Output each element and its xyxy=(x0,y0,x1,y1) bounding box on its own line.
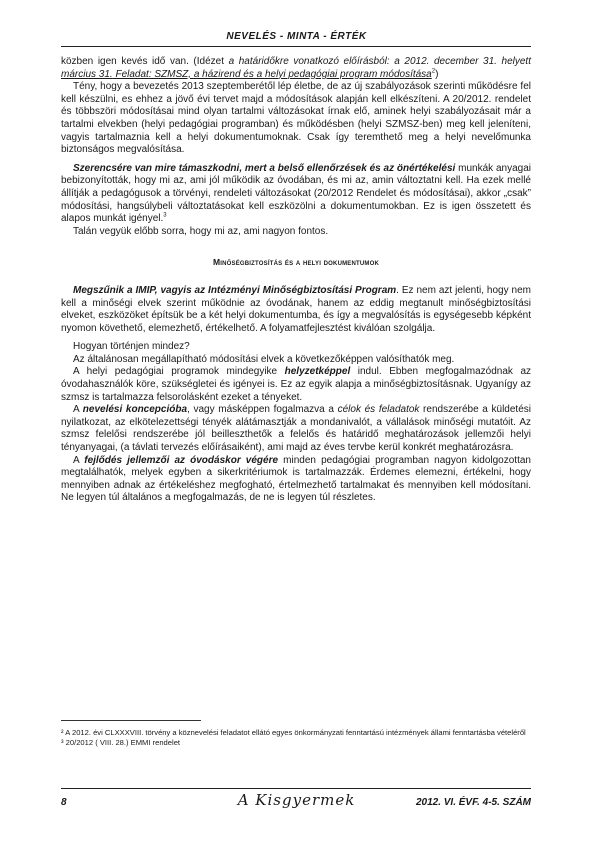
paragraph-10-emphasis: fejlődés jellemzői az óvodáskor végére xyxy=(84,454,279,466)
paragraph-10-a: A xyxy=(73,454,85,466)
paragraph-2: Tény, hogy a bevezetés 2013 szeptemberétől lép életbe, de az új szabályozások szerinti működésre fel kell készülni, es ehhez a jövő évi tervet majd a módosítások alapján kell elkészíteni. A 20/2012. rendelet és többszöri módosításai mind olyan tartalmi változásokat írnak elő, aminek helyi szabályozásait már a tartalmi elvekben (helyi pedagógiai programban) és működésben (helyi SZMSZ-ben) meg kell jeleníteni, vagyis tartalmaznia kell a helyi dokumentumoknak. Csak így teremthető meg a helyi nevelőmunka biztonságos megvalósítása. xyxy=(61,81,531,156)
paragraph-8-emphasis: helyzetképpel xyxy=(284,366,351,378)
paragraph-9-italic: célok és feladatok xyxy=(337,404,420,416)
paragraph-4: Talán vegyük előbb sorra, hogy mi az, ami nagyon fontos. xyxy=(73,225,329,237)
footer-divider xyxy=(61,788,531,789)
footnote-ref-3[interactable]: 3 xyxy=(163,212,167,219)
running-header: NEVELÉS - MINTA - ÉRTÉK xyxy=(226,31,367,42)
paragraph-6: Hogyan történjen mindez? xyxy=(73,341,190,353)
header-divider xyxy=(61,46,531,47)
page-number: 8 xyxy=(61,797,67,808)
paragraph-1-a: közben igen kevés idő van. (Idézet xyxy=(61,56,229,67)
paragraph-5-emphasis: Megszűnik a IMIP, vagyis az Intézményi Minőségbiztosítási Program xyxy=(73,284,397,296)
paragraph-8-b: indul. Ebben megfogalmazódnak az óvodahasználók köre, szükségletei és igényei is. Ez az egyik alapja a minőségbiztosításnak. Ugyanígy az szmsz is tartalmazza felsorolásként ezeket a tényeket. xyxy=(61,366,531,403)
paragraph-8 xyxy=(61,366,531,404)
footnote-2: ² A 2012. évi CLXXXVIII. törvény a köznevelési feladatot ellátó egyes önkormányzati fenntartású intézmények állami fenntartásba vételéről xyxy=(61,728,526,737)
journal-title: A Kisgyermek xyxy=(237,791,356,809)
paragraph-3-emphasis: Szerencsére van mire támaszkodni, mert a belső ellenőrzések és az önértékelési xyxy=(73,162,456,174)
section-heading: Minőségbiztosítás és a helyi dokumentumok xyxy=(212,257,380,268)
article-body xyxy=(61,56,531,505)
footnote-3: ³ 20/2012 ( VIII. 28.) EMMI rendelet xyxy=(61,738,181,747)
paragraph-10 xyxy=(61,455,531,505)
paragraph-9-c: rendszerébe a küldetési nyilatkozat, az elkötelezettségi tényék alátámasztják a mondanivalót, a vállalások minőségi mutatóit. Az szmsz felelősi rendszerébe jól beilleszthetők a felelős és határidő meghatározások jellemzői helyi tényanyagai, (a távlati tervezés előírásaiként), ami majd az éves tervbe kerül konkrét meghatározásra. xyxy=(61,404,531,454)
paragraph-9-a: A xyxy=(73,404,83,416)
footnotes xyxy=(61,728,531,748)
paragraph-1-close: ) xyxy=(435,68,439,80)
paragraph-3 xyxy=(61,163,531,226)
issue-info: 2012. VI. ÉVF. 4-5. SZÁM xyxy=(415,797,531,808)
paragraph-9 xyxy=(61,404,531,454)
paragraph-9-emphasis: nevelési koncepcióba xyxy=(82,404,188,416)
paragraph-1-quote: a határidőkre vonatkozó előírásból: a 2012. december 31. helyett xyxy=(228,56,531,67)
paragraph-1 xyxy=(61,56,531,81)
paragraph-5 xyxy=(61,285,531,335)
paragraph-1-task: Feladat: SZMSZ, a házirend és a helyi pedagógiai program módosítása xyxy=(112,68,432,80)
paragraph-3-rest: munkák anyagai bebizonyították, hogy mi az, ami jól működik az óvodában, és mi az, amin változtatni kell. Ha ezek mellé állítják a pedagógusok a törvényi, rendeleti változásokat (20/2012 Rendelet és módosításai), akkor „csak” módosítási, hangsúlybeli változtatásokat kell eszközölni a dokumentumokban. Ez is igen összetett és alapos munkát igényel. xyxy=(61,162,532,225)
paragraph-1-date: március 31. xyxy=(61,68,113,80)
footnote-ref-2[interactable]: 2 xyxy=(431,68,436,75)
paragraph-10-b: minden pedagógiai programban nagyon kidolgozottan megtalálhatók, melyek egyben a sikerkritériumok is tartalmazzák. Érdemes elemezni, értékelni, hogy mennyiben adnak az értékeléshez megfogható, értelmezhető tartalmakat és mennyiben kell módosítani. Ne legyen túl általános a megfogalmazás, de ne is legyen túl részletes. xyxy=(61,454,531,504)
footnote-divider xyxy=(61,720,201,721)
paragraph-7: Az általánosan megállapítható módosítási elvek a következőképpen valósíthatók meg. xyxy=(73,353,455,365)
paragraph-8-a: A helyi pedagógiai programok mindegyike xyxy=(73,366,285,378)
paragraph-5-rest: . Ez nem azt jelenti, hogy nem kell a minőségi elvek szerint működnie az óvodának, hanem az eddig megtanult minőségbiztosítási elveket, eszközöket építsük be a két helyi dokumentumba, és így a megvalósítás is egységesebb képként nyomon követhető, elemezhető, értékelhető. A folyamatfejlesztést kiválóan szolgálja. xyxy=(61,284,531,334)
paragraph-9-b: , vagy másképpen fogalmazva a xyxy=(187,404,338,416)
